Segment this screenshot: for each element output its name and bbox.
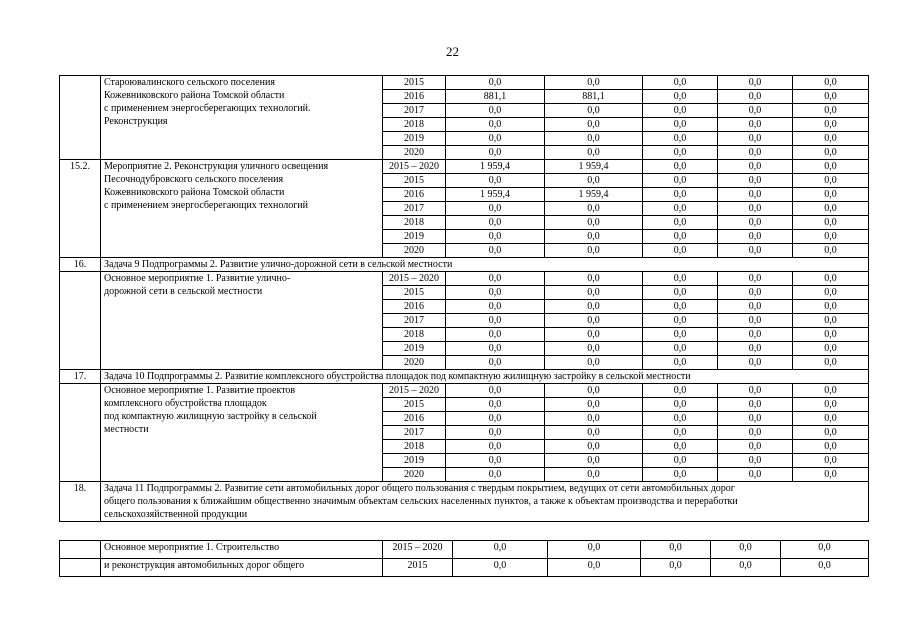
period-cell: 2016	[383, 412, 446, 426]
value-cell: 0,0	[718, 118, 793, 132]
value-cell: 0,0	[643, 342, 718, 356]
value-cell: 0,0	[446, 286, 545, 300]
value-cell: 0,0	[643, 76, 718, 90]
description-line: Кожевниковского района Томской области	[104, 187, 285, 198]
value-cell: 0,0	[545, 356, 643, 370]
item-number: 15.2.	[60, 160, 101, 258]
period-cell: 2015	[383, 174, 446, 188]
value-cell: 0,0	[446, 146, 545, 160]
period-cell: 2015 – 2020	[383, 541, 453, 559]
value-cell: 0,0	[545, 342, 643, 356]
value-cell: 0,0	[718, 90, 793, 104]
value-cell: 0,0	[643, 440, 718, 454]
value-cell: 0,0	[718, 286, 793, 300]
value-cell: 0,0	[643, 454, 718, 468]
value-cell: 1 959,4	[446, 188, 545, 202]
value-cell: 0,0	[793, 328, 869, 342]
task-row	[60, 482, 869, 522]
value-cell: 0,0	[793, 118, 869, 132]
value-cell: 0,0	[545, 118, 643, 132]
value-cell: 0,0	[446, 174, 545, 188]
value-cell: 0,0	[718, 440, 793, 454]
period-cell: 2015 – 2020	[383, 160, 446, 174]
value-cell: 0,0	[643, 174, 718, 188]
value-cell: 0,0	[446, 76, 545, 90]
value-cell: 0,0	[718, 356, 793, 370]
description-line: Кожевниковского района Томской области	[104, 90, 285, 101]
period-cell: 2018	[383, 328, 446, 342]
value-cell: 0,0	[643, 118, 718, 132]
value-cell: 0,0	[446, 314, 545, 328]
description-line: Песочнодубровского сельского поселения	[104, 174, 284, 185]
value-cell: 0,0	[545, 244, 643, 258]
budget-table	[59, 75, 869, 522]
table-row	[60, 541, 869, 559]
value-cell: 0,0	[446, 398, 545, 412]
value-cell: 0,0	[718, 146, 793, 160]
value-cell: 0,0	[643, 90, 718, 104]
value-cell: 0,0	[446, 454, 545, 468]
value-cell: 0,0	[446, 300, 545, 314]
value-cell: 0,0	[643, 398, 718, 412]
value-cell: 0,0	[793, 398, 869, 412]
value-cell: 0,0	[718, 244, 793, 258]
value-cell: 0,0	[793, 342, 869, 356]
value-cell: 0,0	[711, 541, 781, 559]
value-cell: 0,0	[446, 328, 545, 342]
period-cell: 2020	[383, 244, 446, 258]
value-cell: 0,0	[545, 272, 643, 286]
value-cell: 0,0	[545, 384, 643, 398]
value-cell: 0,0	[643, 146, 718, 160]
item-description	[101, 160, 383, 258]
value-cell: 0,0	[643, 160, 718, 174]
value-cell: 0,0	[793, 426, 869, 440]
value-cell: 0,0	[643, 202, 718, 216]
value-cell: 0,0	[718, 454, 793, 468]
description-line: Староювалинского сельского поселения	[104, 77, 275, 88]
value-cell: 0,0	[446, 118, 545, 132]
value-cell: 0,0	[446, 104, 545, 118]
value-cell: 0,0	[545, 202, 643, 216]
value-cell: 0,0	[446, 342, 545, 356]
value-cell: 0,0	[793, 384, 869, 398]
value-cell: 0,0	[643, 468, 718, 482]
value-cell: 0,0	[643, 300, 718, 314]
period-cell: 2016	[383, 300, 446, 314]
value-cell: 0,0	[718, 328, 793, 342]
value-cell: 0,0	[545, 104, 643, 118]
period-cell: 2015	[383, 76, 446, 90]
value-cell: 0,0	[793, 90, 869, 104]
value-cell: 0,0	[545, 174, 643, 188]
item-description	[101, 272, 383, 370]
value-cell: 0,0	[545, 468, 643, 482]
value-cell: 0,0	[793, 104, 869, 118]
task-title-line: Задача 10 Подпрограммы 2. Развитие комплексного обустройства площадок под компактную жилищную застройку в сельской местности	[104, 371, 691, 382]
item-number	[60, 559, 101, 577]
value-cell: 0,0	[793, 132, 869, 146]
value-cell: 0,0	[545, 426, 643, 440]
value-cell: 1 959,4	[545, 188, 643, 202]
value-cell: 0,0	[718, 468, 793, 482]
value-cell: 0,0	[718, 412, 793, 426]
value-cell: 0,0	[545, 398, 643, 412]
description-line: Реконструкция	[104, 116, 168, 127]
value-cell: 0,0	[446, 230, 545, 244]
value-cell: 0,0	[718, 426, 793, 440]
period-cell: 2020	[383, 146, 446, 160]
task-title-line: Задача 11 Подпрограммы 2. Развитие сети автомобильных дорог общего пользования с твердым покрытием, ведущих от сети автомобильных дорог	[104, 483, 735, 494]
description-line: Основное мероприятие 1. Развитие проектов	[104, 385, 296, 396]
value-cell: 0,0	[718, 188, 793, 202]
value-cell: 0,0	[641, 541, 711, 559]
value-cell: 0,0	[446, 440, 545, 454]
description-line: с применением энергосберегающих технологий	[104, 200, 308, 211]
value-cell: 0,0	[545, 146, 643, 160]
value-cell: 0,0	[446, 216, 545, 230]
value-cell: 0,0	[643, 286, 718, 300]
value-cell: 0,0	[793, 454, 869, 468]
value-cell: 0,0	[781, 541, 869, 559]
task-row	[60, 370, 869, 384]
value-cell: 0,0	[643, 188, 718, 202]
value-cell: 0,0	[718, 76, 793, 90]
description-line: Основное мероприятие 1. Развитие улично-	[104, 273, 291, 284]
value-cell: 0,0	[711, 559, 781, 577]
value-cell: 0,0	[643, 104, 718, 118]
task-number: 18.	[60, 482, 101, 522]
value-cell: 0,0	[446, 412, 545, 426]
value-cell: 0,0	[446, 426, 545, 440]
value-cell: 881,1	[446, 90, 545, 104]
value-cell: 0,0	[643, 356, 718, 370]
value-cell: 0,0	[453, 559, 548, 577]
description-line: под компактную жилищную застройку в сельской	[104, 411, 317, 422]
task-title-line: Задача 9 Подпрограммы 2. Развитие улично-дорожной сети в сельской местности	[104, 259, 453, 270]
task-title	[101, 258, 869, 272]
value-cell: 0,0	[545, 76, 643, 90]
period-cell: 2015 – 2020	[383, 272, 446, 286]
value-cell: 0,0	[793, 174, 869, 188]
value-cell: 0,0	[643, 272, 718, 286]
item-description: и реконструкция автомобильных дорог общего	[101, 559, 383, 577]
task-title	[101, 370, 869, 384]
value-cell: 0,0	[793, 356, 869, 370]
table-row	[60, 559, 869, 577]
task-title-line: общего пользования к ближайшим общественно значимым объектам сельских населенных пунктов, а также к объектам производства и переработки	[104, 496, 738, 507]
value-cell: 0,0	[643, 216, 718, 230]
item-number	[60, 76, 101, 160]
value-cell: 0,0	[793, 188, 869, 202]
value-cell: 0,0	[548, 559, 641, 577]
task-number: 16.	[60, 258, 101, 272]
value-cell: 0,0	[718, 202, 793, 216]
value-cell: 0,0	[793, 272, 869, 286]
description-line: местности	[104, 424, 149, 435]
value-cell: 0,0	[446, 244, 545, 258]
period-cell: 2020	[383, 468, 446, 482]
description-line: Мероприятие 2. Реконструкция уличного освещения	[104, 161, 329, 172]
table-row	[60, 272, 869, 286]
value-cell: 0,0	[643, 132, 718, 146]
task-title-line: сельскохозяйственной продукции	[104, 509, 248, 520]
task-title	[101, 482, 869, 522]
value-cell: 0,0	[718, 104, 793, 118]
period-cell: 2019	[383, 230, 446, 244]
period-cell: 2015	[383, 559, 453, 577]
value-cell: 0,0	[793, 286, 869, 300]
period-cell: 2018	[383, 440, 446, 454]
value-cell: 0,0	[718, 342, 793, 356]
value-cell: 0,0	[545, 286, 643, 300]
value-cell: 0,0	[793, 300, 869, 314]
description-line: комплексного обустройства площадок	[104, 398, 267, 409]
description-line: с применением энергосберегающих технологий.	[104, 103, 311, 114]
table-row	[60, 160, 869, 174]
value-cell: 0,0	[718, 314, 793, 328]
value-cell: 0,0	[793, 146, 869, 160]
value-cell: 0,0	[545, 314, 643, 328]
value-cell: 0,0	[793, 412, 869, 426]
value-cell: 0,0	[545, 440, 643, 454]
value-cell: 0,0	[718, 132, 793, 146]
value-cell: 0,0	[545, 216, 643, 230]
period-cell: 2017	[383, 104, 446, 118]
period-cell: 2015	[383, 286, 446, 300]
value-cell: 0,0	[545, 132, 643, 146]
item-description	[101, 76, 383, 160]
period-cell: 2018	[383, 216, 446, 230]
period-cell: 2019	[383, 132, 446, 146]
value-cell: 0,0	[793, 244, 869, 258]
item-number	[60, 384, 101, 482]
value-cell: 0,0	[718, 160, 793, 174]
period-cell: 2019	[383, 454, 446, 468]
value-cell: 0,0	[446, 202, 545, 216]
value-cell: 1 959,4	[545, 160, 643, 174]
value-cell: 0,0	[453, 541, 548, 559]
value-cell: 0,0	[718, 384, 793, 398]
value-cell: 881,1	[545, 90, 643, 104]
value-cell: 0,0	[718, 174, 793, 188]
period-cell: 2016	[383, 90, 446, 104]
period-cell: 2015 – 2020	[383, 384, 446, 398]
item-description: Основное мероприятие 1. Строительство	[101, 541, 383, 559]
period-cell: 2017	[383, 314, 446, 328]
value-cell: 0,0	[446, 132, 545, 146]
value-cell: 0,0	[446, 272, 545, 286]
period-cell: 2017	[383, 202, 446, 216]
value-cell: 0,0	[718, 272, 793, 286]
value-cell: 0,0	[643, 328, 718, 342]
value-cell: 1 959,4	[446, 160, 545, 174]
value-cell: 0,0	[643, 230, 718, 244]
table-row	[60, 384, 869, 398]
value-cell: 0,0	[545, 412, 643, 426]
value-cell: 0,0	[793, 468, 869, 482]
period-cell: 2019	[383, 342, 446, 356]
value-cell: 0,0	[643, 412, 718, 426]
period-cell: 2020	[383, 356, 446, 370]
description-line: дорожной сети в сельской местности	[104, 286, 263, 297]
value-cell: 0,0	[793, 230, 869, 244]
value-cell: 0,0	[545, 454, 643, 468]
value-cell: 0,0	[718, 300, 793, 314]
continuation-table	[59, 540, 869, 577]
value-cell: 0,0	[793, 440, 869, 454]
value-cell: 0,0	[643, 384, 718, 398]
value-cell: 0,0	[641, 559, 711, 577]
period-cell: 2017	[383, 426, 446, 440]
item-description	[101, 384, 383, 482]
value-cell: 0,0	[545, 230, 643, 244]
value-cell: 0,0	[643, 314, 718, 328]
item-number	[60, 272, 101, 370]
task-number: 17.	[60, 370, 101, 384]
value-cell: 0,0	[446, 384, 545, 398]
table-row	[60, 76, 869, 90]
value-cell: 0,0	[793, 76, 869, 90]
value-cell: 0,0	[548, 541, 641, 559]
value-cell: 0,0	[643, 426, 718, 440]
value-cell: 0,0	[718, 398, 793, 412]
value-cell: 0,0	[643, 244, 718, 258]
value-cell: 0,0	[446, 356, 545, 370]
task-row	[60, 258, 869, 272]
value-cell: 0,0	[446, 468, 545, 482]
value-cell: 0,0	[793, 202, 869, 216]
value-cell: 0,0	[545, 328, 643, 342]
value-cell: 0,0	[793, 160, 869, 174]
value-cell: 0,0	[793, 216, 869, 230]
period-cell: 2015	[383, 398, 446, 412]
period-cell: 2016	[383, 188, 446, 202]
value-cell: 0,0	[793, 314, 869, 328]
value-cell: 0,0	[545, 300, 643, 314]
page-number: 22	[446, 44, 459, 59]
value-cell: 0,0	[718, 230, 793, 244]
value-cell: 0,0	[718, 216, 793, 230]
value-cell: 0,0	[781, 559, 869, 577]
item-number	[60, 541, 101, 559]
period-cell: 2018	[383, 118, 446, 132]
